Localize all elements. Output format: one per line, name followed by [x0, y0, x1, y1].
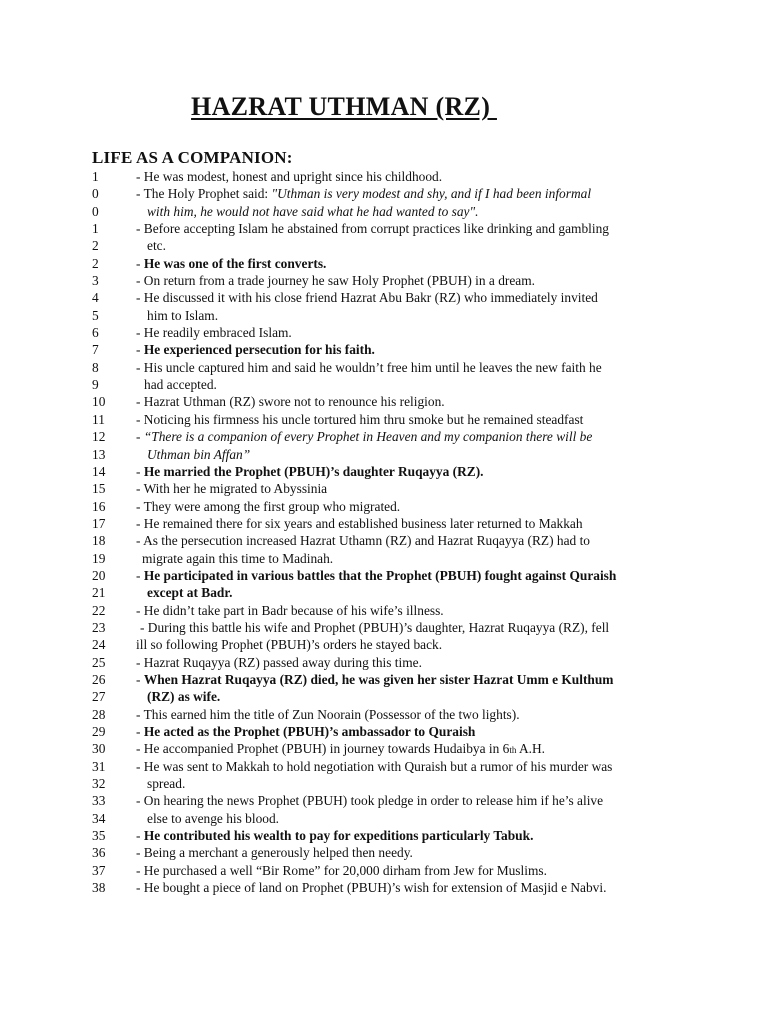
- line-number: 24: [92, 637, 106, 653]
- line-text: [136, 515, 583, 532]
- line-number: 5: [92, 307, 99, 323]
- line-text-segment: - He was modest, honest and upright since his childhood.: [136, 169, 443, 184]
- numbered-line: [92, 740, 742, 757]
- line-text-segment: He married the Prophet (PBUH)’s daughter Ruqayya (RZ).: [143, 463, 484, 479]
- line-text: [136, 636, 442, 653]
- line-text: [147, 775, 185, 792]
- line-text-segment: with him, he would not have said what he had wanted to say".: [147, 203, 479, 219]
- line-number: 11: [92, 411, 105, 427]
- line-text: [147, 307, 218, 324]
- line-text: [136, 272, 535, 289]
- line-text-segment: He contributed his wealth to pay for expeditions particularly Tabuk.: [143, 828, 534, 844]
- line-text: [136, 411, 583, 428]
- numbered-line: [92, 272, 742, 289]
- line-text-segment: -: [136, 724, 144, 739]
- numbered-lines: [92, 168, 742, 896]
- numbered-line: [92, 775, 742, 792]
- section-heading: LIFE AS A COMPANION:: [92, 148, 293, 167]
- numbered-line: [92, 758, 742, 775]
- line-text: [136, 255, 326, 272]
- line-number: 1: [92, 169, 99, 184]
- line-text-segment: He participated in various battles that the Prophet (PBUH) fought against Quraish: [143, 567, 617, 583]
- numbered-line: [92, 550, 742, 567]
- line-text-segment: Uthman bin Affan”: [147, 446, 251, 462]
- numbered-line: [92, 168, 742, 185]
- line-number: 23: [92, 619, 106, 635]
- line-text-segment: -: [136, 255, 144, 271]
- line-text: [136, 654, 422, 671]
- line-text: [147, 237, 166, 254]
- line-text-segment: except at Badr.: [147, 585, 233, 601]
- line-text-segment: - On return from a trade journey he saw Holy Prophet (PBUH) in a dream.: [136, 273, 536, 289]
- line-text: [136, 602, 444, 619]
- line-text: [136, 428, 592, 445]
- line-text-segment: - He accompanied Prophet (PBUH) in journey towards Hudaibya in 6: [136, 741, 510, 757]
- numbered-line: [92, 584, 742, 601]
- numbered-line: [92, 341, 742, 358]
- line-number: 17: [92, 515, 106, 531]
- line-text-segment: - As the persecution increased Hazrat Uthamn (RZ) and Hazrat Ruqayya (RZ) had to: [136, 533, 590, 549]
- line-text-segment: He was one of the first converts.: [143, 255, 327, 271]
- numbered-line: [92, 255, 742, 272]
- line-number: 3: [92, 273, 99, 289]
- line-text: [136, 758, 612, 775]
- line-text-segment: -: [136, 567, 144, 583]
- line-number: 28: [92, 706, 106, 722]
- line-text-segment: - He didn’t take part in Badr because of his wife’s illness.: [136, 602, 444, 618]
- numbered-line: [92, 879, 742, 896]
- line-text-segment: (RZ) as wife.: [147, 689, 221, 705]
- line-text-segment: - Hazrat Ruqayya (RZ) passed away during this time.: [136, 654, 422, 670]
- line-text-segment: - He discussed it with his close friend Hazrat Abu Bakr (RZ) who immediately invited: [136, 290, 598, 306]
- line-text-segment: migrate again this time to Madinah.: [142, 550, 334, 566]
- line-number: 0: [92, 203, 99, 219]
- line-text-segment: - This earned him the title of Zun Noorain (Possessor of the two lights).: [136, 706, 520, 722]
- line-text: [136, 341, 375, 358]
- line-text: [136, 168, 442, 185]
- line-text-segment: - On hearing the news Prophet (PBUH) took pledge in order to release him if he’s alive: [136, 793, 604, 809]
- numbered-line: [92, 844, 742, 861]
- line-text-segment: - Noticing his firmness his uncle tortured him thru smoke but he remained steadfast: [136, 411, 584, 427]
- line-text: [147, 203, 478, 220]
- line-text: [136, 671, 613, 688]
- numbered-line: [92, 723, 742, 740]
- numbered-line: [92, 827, 742, 844]
- line-text-segment: - He bought a piece of land on Prophet (PBUH)’s wish for extension of Masjid e Nabvi.: [136, 880, 607, 896]
- line-text: [136, 532, 590, 549]
- line-number: 6: [92, 325, 99, 341]
- line-text-segment: - With her he migrated to Abyssinia: [136, 481, 328, 497]
- line-text: [136, 723, 475, 740]
- line-number: 33: [92, 793, 106, 809]
- line-text-segment: - They were among the first group who migrated.: [136, 498, 401, 514]
- line-number: 34: [92, 810, 106, 826]
- line-text-segment: -: [136, 463, 144, 479]
- numbered-line: [92, 792, 742, 809]
- line-number: 29: [92, 724, 106, 739]
- line-text-segment: - The Holy Prophet said:: [136, 186, 272, 202]
- line-number: 7: [92, 342, 99, 358]
- line-number: 22: [92, 602, 106, 618]
- line-number: 31: [92, 758, 106, 774]
- line-text: [136, 862, 547, 879]
- numbered-line: [92, 654, 742, 671]
- line-text-segment: -: [136, 828, 144, 844]
- line-text-segment: He experienced persecution for his faith.: [143, 342, 375, 358]
- line-text: [147, 584, 232, 601]
- line-text-segment: - He purchased a well “Bir Rome” for 20,000 dirham from Jew for Muslims.: [136, 862, 547, 878]
- line-number: 14: [92, 463, 106, 479]
- line-text-segment: A.H.: [516, 741, 546, 757]
- line-text: [147, 810, 279, 827]
- line-text-segment: He acted as the Prophet (PBUH)’s ambassador to Quraish: [143, 724, 476, 739]
- line-number: 15: [92, 481, 106, 497]
- line-number: 0: [92, 186, 99, 202]
- numbered-line: [92, 498, 742, 515]
- numbered-line: [92, 393, 742, 410]
- line-number: 26: [92, 671, 106, 687]
- line-text-segment: "Uthman is very modest and shy, and if I had been informal: [271, 186, 592, 202]
- line-text: [136, 463, 484, 480]
- line-text: [136, 827, 533, 844]
- line-number: 8: [92, 359, 99, 375]
- line-number: 37: [92, 862, 106, 878]
- line-number: 12: [92, 429, 106, 445]
- line-text: [136, 706, 520, 723]
- line-text-segment: When Hazrat Ruqayya (RZ) died, he was given her sister Hazrat Umm e Kulthum: [143, 671, 614, 687]
- numbered-line: [92, 446, 742, 463]
- line-text: [136, 359, 602, 376]
- line-number: 13: [92, 446, 106, 462]
- line-text: [144, 376, 217, 393]
- numbered-line: [92, 567, 742, 584]
- line-text-segment: had accepted.: [144, 377, 217, 393]
- numbered-line: [92, 619, 742, 636]
- numbered-line: [92, 480, 742, 497]
- line-text: [136, 324, 292, 341]
- line-text-segment: him to Islam.: [147, 307, 219, 323]
- line-text: [136, 185, 591, 202]
- line-text: [147, 688, 220, 705]
- line-number: 38: [92, 880, 106, 896]
- numbered-line: [92, 324, 742, 341]
- line-number: 20: [92, 567, 106, 583]
- line-text-segment: -: [136, 342, 144, 358]
- line-text-segment: etc.: [147, 238, 166, 254]
- line-number: 21: [92, 585, 106, 601]
- numbered-line: [92, 602, 742, 619]
- line-text: [136, 289, 598, 306]
- numbered-line: [92, 532, 742, 549]
- line-number: 35: [92, 828, 106, 844]
- line-number: 9: [92, 377, 99, 393]
- line-text: [142, 550, 333, 567]
- line-number: 4: [92, 290, 99, 306]
- line-text-segment: - Before accepting Islam he abstained from corrupt practices like drinking and gambling: [136, 221, 609, 237]
- line-number: 1: [92, 221, 99, 237]
- line-number: 32: [92, 776, 106, 792]
- line-text: [147, 446, 250, 463]
- line-text: [136, 220, 609, 237]
- line-text: [140, 619, 609, 636]
- numbered-line: [92, 237, 742, 254]
- line-number: 2: [92, 255, 99, 271]
- line-text-segment: th: [509, 745, 517, 756]
- line-number: 2: [92, 238, 99, 254]
- numbered-line: [92, 428, 742, 445]
- line-text: [136, 844, 413, 861]
- numbered-line: [92, 688, 742, 705]
- line-text-segment: - Hazrat Uthman (RZ) swore not to renounce his religion.: [136, 394, 445, 410]
- line-text: [136, 879, 606, 896]
- line-text-segment: -: [136, 671, 144, 687]
- line-text: [136, 480, 327, 497]
- numbered-line: [92, 220, 742, 237]
- line-text-segment: - He remained there for six years and established business later returned to Makkah: [136, 515, 583, 531]
- numbered-line: [92, 411, 742, 428]
- line-text-segment: - Being a merchant a generously helped then needy.: [136, 845, 413, 861]
- line-text-segment: “There is a companion of every Prophet in Heaven and my companion there will be: [143, 429, 593, 445]
- numbered-line: [92, 706, 742, 723]
- line-text-segment: else to avenge his blood.: [147, 810, 280, 826]
- line-text-segment: - During this battle his wife and Prophet (PBUH)’s daughter, Hazrat Ruqayya (RZ), fell: [140, 619, 610, 635]
- page-title: HAZRAT UTHMAN (RZ): [191, 92, 497, 121]
- numbered-line: [92, 289, 742, 306]
- line-number: 30: [92, 741, 106, 757]
- line-number: 19: [92, 550, 106, 566]
- line-number: 27: [92, 689, 106, 705]
- line-number: 16: [92, 498, 106, 514]
- line-number: 25: [92, 654, 106, 670]
- line-number: 18: [92, 533, 106, 549]
- numbered-line: [92, 636, 742, 653]
- line-number: 10: [92, 394, 106, 410]
- line-number: 36: [92, 845, 106, 861]
- line-text-segment: spread.: [147, 776, 186, 792]
- numbered-line: [92, 203, 742, 220]
- line-text-segment: -: [136, 429, 144, 445]
- numbered-line: [92, 376, 742, 393]
- line-text-segment: - He was sent to Makkah to hold negotiation with Quraish but a rumor of his murder was: [136, 758, 613, 774]
- line-text: [136, 393, 445, 410]
- numbered-line: [92, 307, 742, 324]
- numbered-line: [92, 515, 742, 532]
- numbered-line: [92, 463, 742, 480]
- line-text-segment: - He readily embraced Islam.: [136, 325, 292, 341]
- line-text: [136, 792, 603, 809]
- numbered-line: [92, 810, 742, 827]
- line-text-segment: - His uncle captured him and said he wouldn’t free him until he leaves the new faith he: [136, 359, 602, 375]
- numbered-line: [92, 671, 742, 688]
- numbered-line: [92, 359, 742, 376]
- numbered-line: [92, 862, 742, 879]
- numbered-line: [92, 185, 742, 202]
- line-text-segment: ill so following Prophet (PBUH)’s orders he stayed back.: [136, 637, 443, 653]
- line-text: [136, 498, 400, 515]
- line-text: [136, 567, 616, 584]
